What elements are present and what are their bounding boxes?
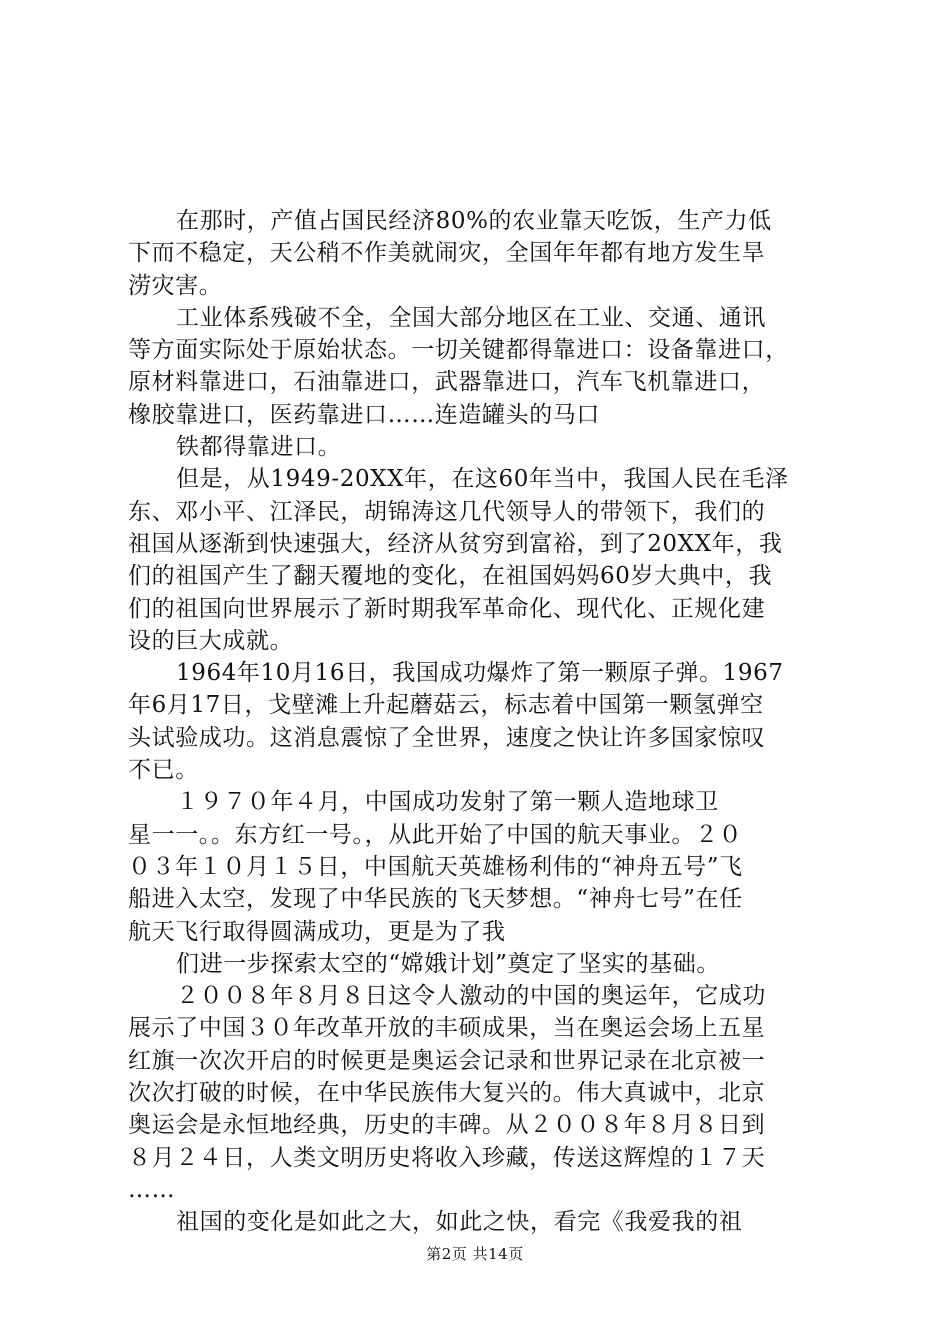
text-line: 不已。	[128, 757, 199, 784]
text-line: 东、邓小平、江泽民，胡锦涛这几代领导人的带领下，我们的	[128, 498, 766, 525]
text-line: 们的祖国向世界展示了新时期我军革命化、现代化、正规化建	[128, 595, 766, 622]
text-line: 星一一。。东方红一号。，从此开始了中国的航天事业。２０	[128, 821, 743, 848]
text-line: 下而不稳定，天公稍不作美就闹灾，全国年年都有地方发生旱	[128, 240, 766, 267]
text-line: ８月２４日，人类文明历史将收入珍藏，传送这辉煌的１７天	[128, 1144, 766, 1171]
text-line: 年6月17日，戈壁滩上升起蘑菇云，标志着中国第一颗氢弹空	[128, 692, 764, 719]
text-line: ２００８年８月８日这令人激动的中国的奥运年，它成功	[176, 983, 766, 1010]
document-body	[128, 205, 840, 1239]
text-line: 工业体系残破不全，全国大部分地区在工业、交通、通讯	[176, 304, 766, 331]
text-line: ……	[128, 1176, 176, 1203]
text-line: 但是，从1949-20XX年，在这60年当中，我国人民在毛泽	[176, 466, 789, 493]
text-line: 原材料靠进口，石油靠进口，武器靠进口，汽车飞机靠进口，	[128, 369, 766, 396]
text-line: 奥运会是永恒地经典，历史的丰碑。从２００８年８月８日到	[128, 1112, 766, 1139]
text-line: 次次打破的时候，在中华民族伟大复兴的。伟大真诚中，北京	[128, 1080, 766, 1107]
text-line: 们进一步探索太空的“嫦娥计划”奠定了坚实的基础。	[176, 950, 720, 977]
text-line: 红旗一次次开启的时候更是奥运会记录和世界记录在北京被一	[128, 1047, 766, 1074]
text-line: 头试验成功。这消息震惊了全世界，速度之快让许多国家惊叹	[128, 724, 766, 751]
text-line: 展示了中国３０年改革开放的丰硕成果，当在奥运会场上五星	[128, 1015, 766, 1042]
text-line: 涝灾害。	[128, 272, 223, 299]
text-line: 设的巨大成就。	[128, 627, 294, 654]
text-line: １９７０年４月，中国成功发射了第一颗人造地球卫	[176, 789, 719, 816]
text-line: 祖国的变化是如此之大，如此之快，看完《我爱我的祖	[176, 1209, 743, 1236]
text-line: 在那时，产值占国民经济80%的农业靠天吃饭，生产力低	[176, 208, 772, 234]
text-line: 橡胶靠进口，医药靠进口……连造罐头的马口	[128, 401, 600, 428]
text-line: 祖国从逐渐到快速强大，经济从贫穷到富裕，到了20XX年，我	[128, 530, 783, 557]
text-line: 1964年10月16日，我国成功爆炸了第一颗原子弹。1967	[176, 660, 784, 687]
text-line: 船进入太空，发现了中华民族的飞天梦想。“神舟七号”在任	[128, 886, 743, 913]
text-line: 们的祖国产生了翻天覆地的变化，在祖国妈妈60岁大典中，我	[128, 563, 773, 590]
text-line: 铁都得靠进口。	[176, 434, 342, 461]
text-line: ０３年１０月１５日，中国航天英雄杨利伟的“神舟五号”飞	[128, 853, 743, 880]
text-line: 航天飞行取得圆满成功，更是为了我	[128, 918, 506, 945]
text-line: 等方面实际处于原始状态。一切关键都得靠进口：设备靠进口，	[128, 337, 789, 364]
page-footer: 第2页 共14页	[426, 1245, 524, 1263]
